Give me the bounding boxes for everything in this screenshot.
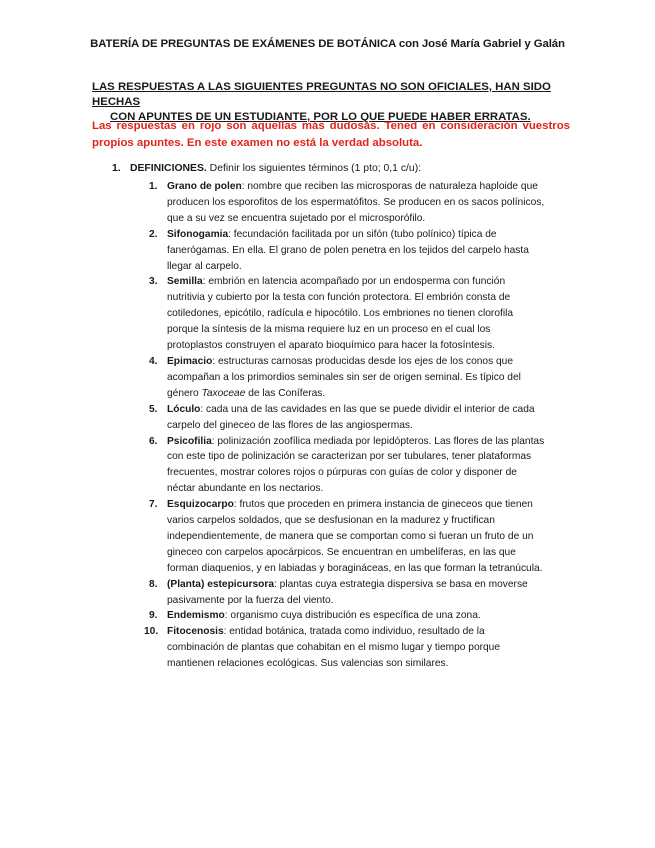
definition-item (112, 179, 572, 227)
definition-text: : plantas cuya estrategia dispersiva se basa en moverse pasivamente por la fuerza del viento. (167, 578, 528, 606)
definition-text: : entidad botánica, tratada como individuo, resultado de la combinación de plantas que cohabitan en el mismo lugar y tiempo porque mantienen relaciones ecológicas. Sus valencias son similares. (167, 626, 500, 670)
definition-text: : estructuras carnosas producidas desde los ejes de los conos que acompañan a los primordios seminales sin ser de origen seminal. Es típico del género (167, 355, 521, 399)
definition-number: 4. (149, 355, 158, 367)
disclaimer-line-1: LAS RESPUESTAS A LAS SIGUIENTES PREGUNTAS NO SON OFICIALES, HAN SIDO HECHAS (92, 81, 551, 108)
definition-item (112, 402, 572, 434)
definition-item (112, 434, 572, 498)
definition-text: : embrión en latencia acompañado por un endosperma con función nutritivia y cubierto por la testa con función protectora. El embrión consta de cotiledones, epicótilo, radícula e hipocótilo. Los embriones no tienen clorofila porque la síntesis de la misma requiere luz en un proceso en el cual los protoplastos construyen el aparato bioquímico para hacer la fotosíntesis. (167, 276, 514, 352)
definition-term: Psicofilia (167, 435, 212, 447)
definition-term: Esquizocarpo (167, 499, 234, 511)
definition-number: 5. (149, 403, 158, 415)
definition-term: Lóculo (167, 403, 201, 415)
definition-term: Semilla (167, 276, 203, 288)
section-definiciones (112, 161, 572, 672)
definition-text: : polinización zoofílica mediada por lepidópteros. Las flores de las plantas con este tipo de polinización se caracterizan por ser tubulares, tener plataformas frecuentes, mostrar colores rojos o púrpuras con guías de color y disponer de néctar abundante en los nectarios. (167, 435, 545, 495)
definition-number: 3. (149, 276, 158, 288)
definition-term: Sifonogamia (167, 228, 229, 240)
definition-item (112, 227, 572, 275)
definition-term: (Planta) estepicursora (167, 578, 275, 590)
definition-item (112, 624, 572, 672)
definition-number: 6. (149, 435, 158, 447)
definition-genus-italic: Taxoceae (201, 387, 246, 399)
definition-item (112, 608, 572, 624)
definition-term: Endemismo (167, 610, 225, 622)
definition-text: : fecundación facilitada por un sifón (tubo polínico) típica de fanerógamas. En ella. El grano de polen penetra en los tejidos del carpelo hasta llegar al carpelo. (167, 228, 529, 272)
definition-item (112, 497, 572, 577)
red-notice: Las respuestas en rojo son aquellas más dudosas. Tened en consideración vuestros propios apuntes. En este examen no está la verdad absoluta. (92, 120, 570, 149)
definition-text: : organismo cuya distribución es específica de una zona. (224, 610, 481, 622)
definition-item (112, 577, 572, 609)
definition-number: 8. (149, 578, 158, 590)
definition-term: Epimacio (167, 355, 213, 367)
definition-item (112, 274, 572, 354)
definition-term: Fitocenosis (167, 626, 224, 638)
definition-text: : cada una de las cavidades en las que se puede dividir el interior de cada carpelo del gineceo de las flores de las angiospermas. (167, 403, 535, 431)
section-number: 1. (112, 163, 121, 174)
document-title: BATERÍA DE PREGUNTAS DE EXÁMENES DE BOTÁNICA con José María Gabriel y Galán (90, 38, 565, 50)
section-heading (112, 161, 572, 177)
definition-text: : frutos que proceden en primera instancia de gineceos que tienen varios carpelos soldados, que se desfusionan en la madurez y fructifican independientemente, de manera que se comportan como si fueran un fruto de un gineceo con carpelos apocárpicos. Se encuentran en umbelíferas, en las que forman diaquenios, y en labiadas y boragináceas, en las que forman la tetranúcula. (167, 499, 543, 574)
definition-number: 10. (144, 626, 159, 638)
definition-item (112, 354, 572, 402)
section-instruction: Definir los siguientes términos (1 pto; 0,1 c/u): (206, 163, 422, 174)
definition-number: 1. (149, 181, 158, 192)
definition-number: 2. (149, 228, 158, 240)
definition-text-tail: de las Coníferas. (245, 387, 326, 399)
section-name: DEFINICIONES. (130, 163, 207, 174)
definition-term: Grano de polen (167, 181, 242, 192)
definition-number: 7. (149, 499, 158, 511)
definition-text: : nombre que reciben las microsporas de naturaleza haploide que producen los esporofitos de los espermatófitos. Se producen en os sacos polínicos, que a su vez se encuentra sujetado por el microsporófilo. (167, 181, 545, 224)
disclaimer-line-2: CON APUNTES DE UN ESTUDIANTE, POR LO QUE PUEDE HABER ERRATAS. (110, 111, 531, 123)
definition-list (112, 179, 572, 672)
definition-number: 9. (149, 610, 158, 622)
